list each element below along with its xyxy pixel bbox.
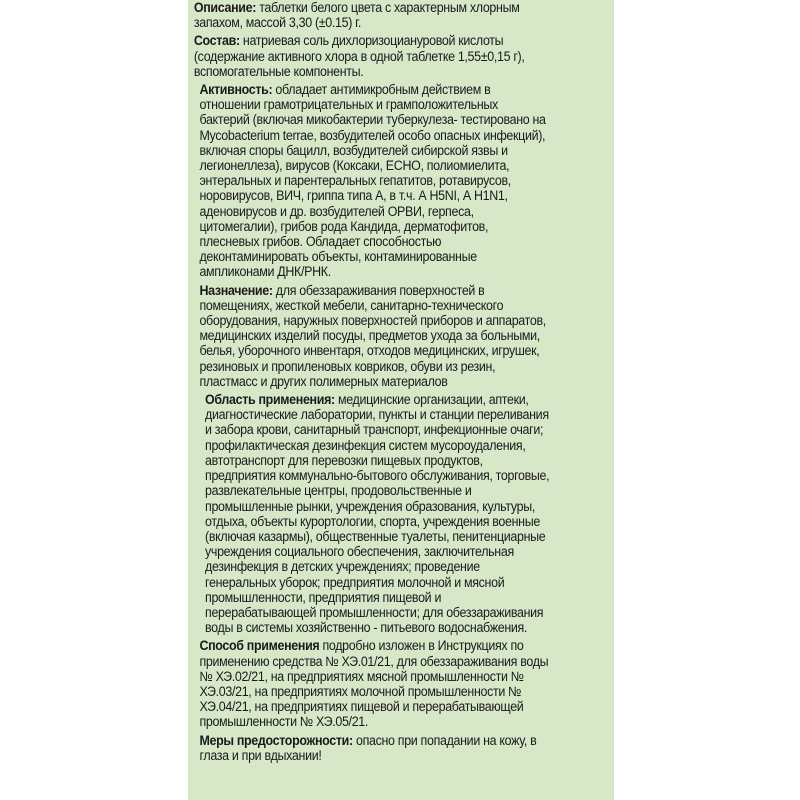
line: включая споры бацилл, возбудителей сибирской язвы и	[199, 142, 508, 158]
line: деконтаминировать объекты, контаминированные	[199, 249, 477, 265]
line: ХЭ.04/21, на предприятиях пищевой и перерабатывающей	[199, 699, 524, 715]
line	[199, 733, 580, 748]
line: Mycobacterium terrae, возбудителей особо опасных инфекций),	[199, 127, 546, 143]
section-text: для обеззараживания поверхностей в	[272, 282, 485, 298]
line: и забора крови, санитарный транспорт, инфекционные очаги;	[205, 422, 544, 438]
section-composition	[192, 33, 581, 79]
line: глаза и при вдыхании!	[199, 747, 322, 763]
line: медицинских изделий посуды, предметов ухода за больными,	[199, 328, 540, 344]
line: профилактическая дезинфекция систем мусороудаления,	[205, 437, 526, 453]
line: перерабатывающей промышленности; для обеззараживания	[205, 604, 544, 620]
line: отдыха, объекты курортологии, спорта, учреждения военные	[205, 513, 540, 529]
section-label: Назначение:	[199, 282, 273, 298]
line: промышленности № ХЭ.05/21.	[199, 714, 369, 730]
line: промышленные рынки, учреждения образования, культуры,	[205, 498, 535, 514]
section-text: обладает антимикробным действием в	[272, 82, 491, 98]
section-label: Меры предосторожности:	[199, 732, 353, 748]
line: аденовирусов и др. возбудителей ОРВИ, герпеса,	[199, 203, 474, 219]
section-text: натриевая соль дихлоризоциануровой кислоты	[239, 33, 504, 49]
line: ХЭ.03/21, на предприятиях молочной промышленности №	[199, 683, 522, 699]
line	[199, 82, 580, 97]
section-label: Область применения:	[205, 392, 335, 408]
line: помещениях, жесткой мебели, санитарно-технического	[199, 297, 504, 313]
instruction-text	[192, 0, 581, 766]
line: диагностические лаборатории, пункты и станции переливания	[205, 407, 549, 423]
line: (содержание активного хлора в одной таблетке 1,55±0,15 г),	[193, 48, 525, 64]
line: энтеральных и парентеральных гепатитов, ротавирусов,	[199, 173, 511, 189]
section-usage-method	[192, 638, 581, 729]
line: бактерий (включая микобактерии туберкулеза- тестировано на	[199, 112, 546, 128]
line: отношении грамотрицательных и грамположительных	[199, 97, 498, 113]
section-purpose	[192, 283, 581, 389]
line: запахом, массой 3,30 (±0.15) г.	[193, 15, 361, 31]
section-text: опасно при попадании на кожу, в	[352, 732, 537, 748]
section-text: таблетки белого цвета с характерным хлорным	[256, 0, 520, 15]
section-scope	[192, 392, 581, 635]
line: пластмасс и других полимерных материалов	[199, 373, 448, 389]
line: генеральных уборок; предприятия молочной и мясной	[205, 574, 505, 590]
line: резиновых и пропиленовых ковриков, обуви из резин,	[199, 358, 496, 374]
line: дезинфекция в детских учреждениях; проведение	[205, 559, 480, 575]
line: воды в системы хозяйственно - питьевого водоснабжения.	[205, 620, 528, 636]
line: вспомогательные компоненты.	[193, 63, 364, 79]
section-text: медицинские организации, аптеки,	[334, 392, 529, 408]
line	[199, 638, 580, 653]
line: легионеллеза), вирусов (Коксаки, ЕСНО, полиомиелита,	[199, 158, 510, 174]
line: белья, уборочного инвентаря, отходов медицинских, игрушек,	[199, 343, 540, 359]
line	[199, 283, 580, 298]
section-text: подробно изложен в Инструкциях по	[319, 638, 524, 654]
line: автотранспорт для перевозки пищевых продуктов,	[205, 452, 483, 468]
line: применению средства № ХЭ.01/21, для обеззараживания воды	[199, 653, 549, 669]
line: предприятия коммунально-бытового обслуживания, торговые,	[205, 468, 550, 484]
line	[194, 33, 581, 48]
line	[205, 392, 581, 407]
section-label: Активность:	[199, 82, 273, 98]
section-activity	[192, 82, 581, 280]
section-description	[192, 0, 581, 30]
section-label: Описание:	[193, 0, 257, 15]
section-label: Состав:	[193, 33, 240, 49]
line: плесневых грибов. Обладает способностью	[199, 234, 442, 250]
line: № ХЭ.02/21, на предприятиях мясной промышленности №	[199, 668, 524, 684]
section-precautions	[192, 733, 581, 763]
line: норовирусов, ВИЧ, гриппа типа А, в т.ч. А H5NI, А H1N1,	[199, 188, 508, 204]
line: ампликонами ДНК/РНК.	[199, 264, 331, 280]
line: цитомегалии), грибов рода Кандида, дерматофитов,	[199, 218, 489, 234]
line: (включая казармы), общественные туалеты, пенитенциарные	[205, 528, 546, 544]
line: учреждения социального обеспечения, заключительная	[205, 544, 514, 560]
instruction-panel	[188, 0, 614, 800]
section-label: Способ применения	[199, 638, 320, 654]
line: развлекательные центры, продовольственные и	[205, 483, 472, 499]
line	[194, 0, 581, 15]
line: промышленности, предприятия пищевой и	[205, 589, 442, 605]
line: оборудования, наружных поверхностей приборов и аппаратов,	[199, 313, 546, 329]
